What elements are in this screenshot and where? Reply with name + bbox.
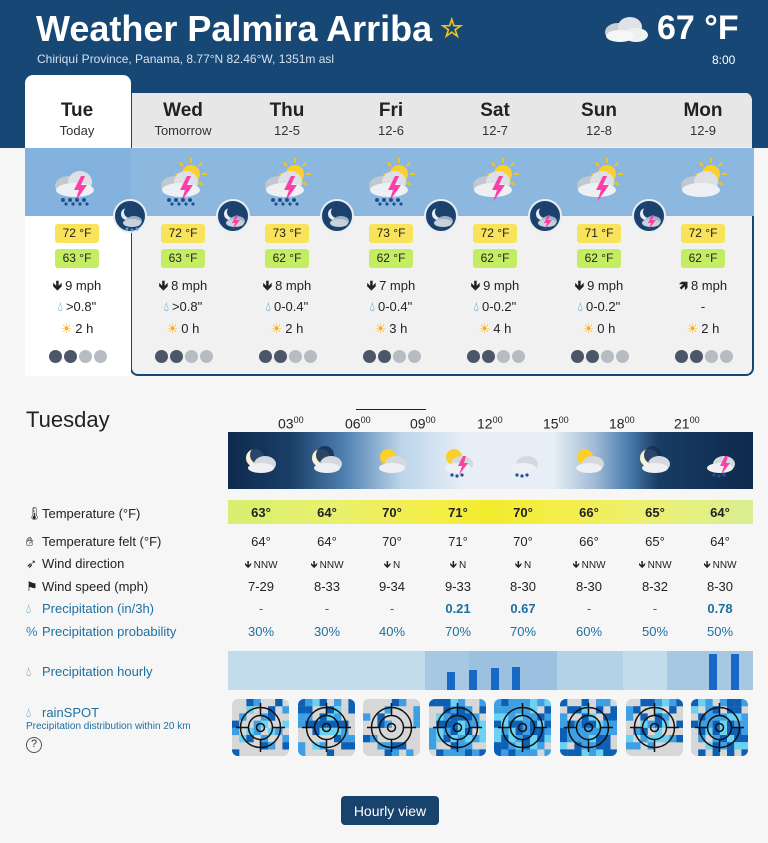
- row-label-wind-direction: [26, 556, 124, 572]
- day-tab-wed[interactable]: [131, 100, 235, 138]
- row-label-rainspot: [26, 705, 99, 721]
- predictability-dot-icon: [571, 350, 584, 363]
- precip-hour-segment: [228, 651, 425, 690]
- day-date: 12-6: [377, 123, 405, 138]
- wind-arrow-icon: 🡻: [572, 560, 580, 571]
- current-time: 8:00: [712, 53, 736, 67]
- row-label-precip-hourly-text: Precipitation hourly: [42, 664, 153, 679]
- sun-icon: ☀︎: [270, 321, 283, 336]
- sun-rain-thunder-icon: [153, 158, 213, 206]
- help-icon[interactable]: ?: [26, 737, 42, 753]
- hourly-wind-speed: 9-34: [378, 579, 406, 594]
- hour-value: 06: [345, 415, 361, 432]
- predictability-dot-icon: [274, 350, 287, 363]
- wind-arrow-icon: 🡻: [449, 560, 457, 571]
- precipitation-amount: -: [700, 299, 706, 314]
- rainspot-drop-icon: 💧︎: [26, 705, 32, 720]
- precip-hourly-bar: [491, 668, 499, 690]
- rainspot-tile[interactable]: [363, 699, 420, 756]
- day-wind: [547, 277, 651, 299]
- predictability-dot-icon: [720, 350, 733, 363]
- predictability-dot-icon: [170, 350, 183, 363]
- hourly-precipitation-probability: 70%: [444, 624, 472, 639]
- hour-label: [674, 415, 700, 432]
- precip-hourly-bar: [447, 672, 455, 690]
- row-label-felt: [26, 534, 161, 550]
- rainspot-tile[interactable]: [429, 699, 486, 756]
- predictability-icons: [155, 350, 215, 364]
- predictability-dot-icon: [49, 350, 62, 363]
- row-label-precipitation: [26, 601, 154, 617]
- min-temperature: 63 °F: [55, 249, 99, 268]
- hourly-precipitation-probability: 50%: [706, 624, 734, 639]
- predictability-dot-icon: [393, 350, 406, 363]
- wind-speed: 9 mph: [483, 278, 520, 293]
- day-precipitation: [235, 299, 339, 315]
- predictability-dot-icon: [467, 350, 480, 363]
- row-label-temperature: [26, 506, 140, 522]
- day-wind: [235, 277, 339, 299]
- wind-arrow-icon: 🡻: [244, 560, 252, 571]
- hourly-wind-direction: [425, 556, 491, 575]
- hourly-temperature: 63°: [251, 505, 271, 520]
- raindrop-icon: 💧︎: [57, 299, 63, 314]
- day-wind: [651, 277, 755, 299]
- moon-clouds-icon: [305, 438, 349, 482]
- hourly-precipitation: -: [652, 601, 658, 616]
- max-temperature: 72 °F: [55, 224, 99, 243]
- day-date: 12-7: [481, 123, 509, 138]
- day-sunshine: [25, 321, 129, 337]
- hourly-wind-speed: 8-32: [641, 579, 669, 594]
- hourly-wind-direction: [490, 556, 556, 575]
- wind-arrow-icon: 🡻: [52, 278, 63, 293]
- hourly-precipitation: 0.67: [510, 601, 536, 616]
- cloudy-icon: [600, 14, 650, 49]
- precip-hour-segment: [557, 651, 623, 690]
- minute-value: 00: [558, 415, 569, 425]
- minute-value: 00: [624, 415, 635, 425]
- hour-value: 18: [609, 415, 625, 432]
- predictability-icons: [259, 350, 319, 364]
- predictability-dot-icon: [497, 350, 510, 363]
- day-name: Wed: [163, 100, 203, 121]
- max-temperature: 73 °F: [369, 224, 413, 243]
- min-temperature: 62 °F: [577, 249, 621, 268]
- min-temperature: 63 °F: [161, 249, 205, 268]
- sun-rain-thunder-icon: [361, 158, 421, 206]
- thermometer-icon: 🌡︎: [26, 506, 43, 521]
- night-cloud-icon: [320, 199, 354, 233]
- raindrop-icon: 💧︎: [577, 299, 583, 314]
- day-date: Tomorrow: [154, 123, 212, 138]
- day-sunshine: [339, 321, 443, 337]
- sun-icon: ☀︎: [582, 321, 595, 336]
- predictability-dot-icon: [705, 350, 718, 363]
- day-name: Tue: [60, 100, 94, 121]
- hour-value: 03: [278, 415, 294, 432]
- hourly-precipitation: 0.21: [445, 601, 471, 616]
- wind-arrow-icon: 🡻: [703, 560, 711, 571]
- hourly-temperature: 66°: [579, 505, 599, 520]
- hourly-felt-temperature: 71°: [448, 534, 468, 549]
- day-wind: [25, 277, 129, 299]
- wind-direction-text: NNW: [319, 560, 344, 571]
- wind-direction-text: NNW: [712, 560, 737, 571]
- hour-range-marker: [356, 409, 426, 410]
- day-name: Thu: [269, 100, 305, 121]
- wind-arrow-icon: 🡻: [262, 278, 273, 293]
- moon-clouds-icon: [239, 438, 283, 482]
- row-label-felt-text: Temperature felt (°F): [42, 534, 162, 549]
- day-precipitation: [25, 299, 129, 315]
- predictability-dot-icon: [512, 350, 525, 363]
- predictability-dot-icon: [155, 350, 168, 363]
- current-temperature: 67 °F: [657, 9, 739, 47]
- rainspot-tile[interactable]: [691, 699, 748, 756]
- hourly-wind-direction: [294, 556, 360, 575]
- hour-value: 12: [477, 415, 493, 432]
- windsock-icon: ⚑: [26, 579, 38, 594]
- raindrop-icon: 💧︎: [265, 299, 271, 314]
- hourly-temperature: 64°: [317, 505, 337, 520]
- hourly-temperature: 65°: [645, 505, 665, 520]
- minute-value: 00: [293, 415, 304, 425]
- day-sunshine: [131, 321, 235, 337]
- minute-value: 00: [360, 415, 371, 425]
- hourly-precipitation-probability: 30%: [247, 624, 275, 639]
- day-tab-mon[interactable]: [651, 100, 755, 138]
- day-tab-fri[interactable]: [339, 100, 443, 138]
- raindrop-icon: 💧︎: [163, 299, 169, 314]
- sunshine-hours: 2 h: [701, 321, 720, 336]
- row-label-wind-speed: [26, 579, 148, 595]
- hourly-felt-temperature: 64°: [317, 534, 337, 549]
- day-date: Today: [59, 123, 95, 138]
- day-tab-sun[interactable]: [547, 100, 651, 138]
- hour-label: [410, 415, 436, 432]
- day-sunshine: [547, 321, 651, 337]
- raindrop-icon: 💧︎: [26, 601, 32, 616]
- day-name: Sat: [480, 100, 510, 121]
- predictability-icons: [467, 350, 527, 364]
- minute-value: 00: [425, 415, 436, 425]
- precip-hourly-bar: [709, 654, 717, 690]
- day-sunshine: [443, 321, 547, 337]
- day-precipitation: [339, 299, 443, 315]
- day-name: Mon: [683, 100, 723, 121]
- hourly-temperature: 71°: [448, 505, 468, 520]
- predictability-dot-icon: [408, 350, 421, 363]
- hour-value: 15: [543, 415, 559, 432]
- wind-arrow-icon: 🡽: [678, 278, 688, 293]
- day-precipitation: [547, 299, 651, 315]
- predictability-icons: [675, 350, 735, 364]
- raindrop-icon: 💧︎: [473, 299, 479, 314]
- hourly-wind-direction: [687, 556, 753, 575]
- sun-icon: ☀︎: [478, 321, 491, 336]
- sunshine-hours: 0 h: [181, 321, 200, 336]
- hourly-precipitation: 0.78: [707, 601, 733, 616]
- wind-arrow-icon: 🡻: [574, 278, 585, 293]
- night-cloud-icon: [424, 199, 458, 233]
- day-wind: [339, 277, 443, 299]
- precip-hourly-bar: [731, 654, 739, 690]
- hourly-wind-direction: [556, 556, 622, 575]
- wind-speed: 9 mph: [65, 278, 102, 293]
- sun-icon: ☀︎: [60, 321, 73, 336]
- wind-arrow-icon: 🡻: [638, 560, 646, 571]
- rain-thunder-icon: [47, 158, 107, 206]
- max-temperature: 72 °F: [681, 224, 725, 243]
- precipitation-amount: 0-0.4": [273, 299, 309, 314]
- day-wind: [131, 277, 235, 299]
- moon-clouds-icon: [633, 438, 677, 482]
- predictability-dot-icon: [363, 350, 376, 363]
- predictability-dot-icon: [304, 350, 317, 363]
- row-label-wind-direction-text: Wind direction: [42, 556, 125, 571]
- precipitation-amount: 0-0.2": [481, 299, 517, 314]
- day-precipitation: [443, 299, 547, 315]
- wind-arrow-icon: 🡻: [310, 560, 318, 571]
- day-sunshine: [651, 321, 755, 337]
- sun-rain-thunder-icon: [436, 438, 480, 482]
- hourly-precipitation: -: [389, 601, 395, 616]
- predictability-dot-icon: [200, 350, 213, 363]
- hourly-precipitation: -: [258, 601, 264, 616]
- predictability-dot-icon: [185, 350, 198, 363]
- rainspot-tile[interactable]: [626, 699, 683, 756]
- wind-speed: 9 mph: [587, 278, 624, 293]
- hourly-felt-temperature: 70°: [513, 534, 533, 549]
- min-temperature: 62 °F: [681, 249, 725, 268]
- day-precipitation: [651, 299, 755, 314]
- predictability-dot-icon: [616, 350, 629, 363]
- sun-icon: ☀︎: [686, 321, 699, 336]
- hourly-temperature: 70°: [513, 505, 533, 520]
- sunshine-hours: 4 h: [493, 321, 512, 336]
- max-temperature: 72 °F: [473, 224, 517, 243]
- hourly-view-button[interactable]: Hourly view: [341, 796, 439, 825]
- wind-arrow-icon: 🡻: [470, 278, 481, 293]
- day-name: Fri: [378, 100, 404, 121]
- wind-speed: 8 mph: [690, 278, 728, 293]
- hourly-wind-speed: 8-30: [706, 579, 734, 594]
- max-temperature: 72 °F: [161, 224, 205, 243]
- hour-label: [477, 415, 503, 432]
- wind-direction-text: N: [458, 560, 467, 571]
- rain-cloud-icon: [501, 438, 545, 482]
- predictability-dot-icon: [259, 350, 272, 363]
- day-precipitation: [131, 299, 235, 315]
- day-date: 12-5: [273, 123, 301, 138]
- predictability-dot-icon: [601, 350, 614, 363]
- predictability-icons: [571, 350, 631, 364]
- rainspot-tile[interactable]: [560, 699, 617, 756]
- hourly-wind-direction: [228, 556, 294, 575]
- hourly-precipitation-probability: 40%: [378, 624, 406, 639]
- hourly-felt-temperature: 64°: [710, 534, 730, 549]
- sun-thunder-icon: [465, 158, 525, 206]
- row-label-precipitation-text: Precipitation (in/3h): [42, 601, 154, 616]
- wind-arrow-icon: 🡻: [158, 278, 169, 293]
- hourly-precipitation-probability: 70%: [509, 624, 537, 639]
- predictability-dot-icon: [94, 350, 107, 363]
- wind-direction-text: NNW: [647, 560, 672, 571]
- precipitation-amount: >0.8": [171, 299, 203, 314]
- row-label-probability: [26, 624, 176, 639]
- precip-hourly-bar: [469, 670, 477, 690]
- wind-arrow-icon: 🡻: [514, 560, 522, 571]
- night-thunder-icon: [632, 199, 666, 233]
- hourly-felt-temperature: 66°: [579, 534, 599, 549]
- wind-speed: 7 mph: [379, 278, 416, 293]
- precipitation-amount: >0.8": [65, 299, 97, 314]
- rainspot-tile[interactable]: [298, 699, 355, 756]
- precip-hourly-bar: [512, 667, 520, 690]
- hour-value: 09: [410, 415, 426, 432]
- hourly-drop-icon: 💧︎: [26, 664, 32, 679]
- sunshine-hours: 0 h: [597, 321, 616, 336]
- predictability-dot-icon: [79, 350, 92, 363]
- day-name: Sun: [581, 100, 617, 121]
- predictability-icons: [363, 350, 423, 364]
- hour-label: [345, 415, 371, 432]
- rainspot-description: Precipitation distribution within 20 km: [26, 721, 191, 732]
- rainspot-tile[interactable]: [494, 699, 551, 756]
- night-rain-icon: [113, 199, 147, 233]
- hourly-wind-speed: 8-30: [509, 579, 537, 594]
- location-subtitle: Chiriquí Province, Panama, 8.77°N 82.46°W, 1351m asl: [37, 52, 335, 66]
- row-label-rainspot-text: rainSPOT: [42, 705, 100, 720]
- row-label-wind-speed-text: Wind speed (mph): [42, 579, 149, 594]
- sun-rain-thunder-icon: [257, 158, 317, 206]
- hourly-precipitation: -: [586, 601, 592, 616]
- wind-direction-text: N: [392, 560, 401, 571]
- predictability-dot-icon: [675, 350, 688, 363]
- hourly-wind-speed: 7-29: [247, 579, 275, 594]
- predictability-dot-icon: [64, 350, 77, 363]
- night-thunder-icon: [216, 199, 250, 233]
- wind-direction-text: NNW: [253, 560, 278, 571]
- precipitation-amount: 0-0.2": [585, 299, 621, 314]
- day-tab-tue[interactable]: [25, 100, 129, 138]
- hourly-precipitation-probability: 50%: [641, 624, 669, 639]
- sun-thunder-icon: [569, 158, 629, 206]
- precipitation-hourly-chart: [228, 651, 753, 690]
- hourly-felt-temperature: 65°: [645, 534, 665, 549]
- max-temperature: 71 °F: [577, 224, 621, 243]
- hourly-precipitation-probability: 30%: [313, 624, 341, 639]
- hourly-precipitation-probability: 60%: [575, 624, 603, 639]
- wind-arrow-icon: 🡻: [383, 560, 391, 571]
- hourly-wind-speed: 9-33: [444, 579, 472, 594]
- day-date: 12-9: [689, 123, 717, 138]
- sun-clouds-icon: [567, 438, 611, 482]
- sunshine-hours: 2 h: [285, 321, 304, 336]
- rain-thunder-cloud-icon: [698, 438, 742, 482]
- sun-clouds-icon: [370, 438, 414, 482]
- hourly-temperature: 70°: [382, 505, 402, 520]
- min-temperature: 62 °F: [369, 249, 413, 268]
- predictability-dot-icon: [690, 350, 703, 363]
- precipitation-amount: 0-0.4": [377, 299, 413, 314]
- night-thunder-icon: [528, 199, 562, 233]
- day-date: 12-8: [585, 123, 613, 138]
- hourly-felt-temperature: 64°: [251, 534, 271, 549]
- rainspot-tile[interactable]: [232, 699, 289, 756]
- hourly-precipitation: -: [324, 601, 330, 616]
- hour-label: [609, 415, 635, 432]
- hourly-felt-temperature: 70°: [382, 534, 402, 549]
- minute-value: 00: [492, 415, 503, 425]
- wind-direction-icon: ➶: [26, 556, 37, 571]
- sunshine-hours: 2 h: [75, 321, 94, 336]
- min-temperature: 62 °F: [265, 249, 309, 268]
- location-title: Weather Palmira Arriba: [36, 8, 433, 49]
- raindrop-icon: 💧︎: [369, 299, 375, 314]
- sun-icon: ☀︎: [166, 321, 179, 336]
- hand-icon: ✋︎: [26, 534, 34, 549]
- sunshine-hours: 3 h: [389, 321, 408, 336]
- sun-icon: ☀︎: [374, 321, 387, 336]
- hourly-wind-direction: [622, 556, 688, 575]
- predictability-dot-icon: [289, 350, 302, 363]
- predictability-dot-icon: [586, 350, 599, 363]
- hourly-wind-direction: [359, 556, 425, 575]
- hourly-temperature: 64°: [710, 505, 730, 520]
- sun-cloud-icon: [673, 158, 733, 206]
- page-title: [36, 8, 463, 50]
- hour-label: [278, 415, 304, 432]
- wind-speed: 8 mph: [275, 278, 312, 293]
- predictability-icons: [49, 350, 109, 364]
- star-outline-icon[interactable]: ☆: [440, 13, 464, 43]
- percent-drop-icon: %: [26, 624, 38, 639]
- day-tab-sat[interactable]: [443, 100, 547, 138]
- day-wind: [443, 277, 547, 299]
- hour-label: [543, 415, 569, 432]
- row-label-temperature-text: Temperature (°F): [42, 506, 141, 521]
- row-label-precip-hourly: [26, 664, 153, 680]
- hourly-section-title: Tuesday: [26, 407, 110, 432]
- row-label-probability-text: Precipitation probability: [42, 624, 177, 639]
- wind-direction-text: NNW: [581, 560, 606, 571]
- min-temperature: 62 °F: [473, 249, 517, 268]
- day-tab-thu[interactable]: [235, 100, 339, 138]
- precip-hour-segment: [623, 651, 667, 690]
- max-temperature: 73 °F: [265, 224, 309, 243]
- wind-direction-text: N: [523, 560, 532, 571]
- wind-speed: 8 mph: [171, 278, 208, 293]
- wind-arrow-icon: 🡻: [366, 278, 377, 293]
- hourly-wind-speed: 8-30: [575, 579, 603, 594]
- hour-value: 21: [674, 415, 690, 432]
- predictability-dot-icon: [482, 350, 495, 363]
- hourly-wind-speed: 8-33: [313, 579, 341, 594]
- day-sunshine: [235, 321, 339, 337]
- minute-value: 00: [689, 415, 700, 425]
- predictability-dot-icon: [378, 350, 391, 363]
